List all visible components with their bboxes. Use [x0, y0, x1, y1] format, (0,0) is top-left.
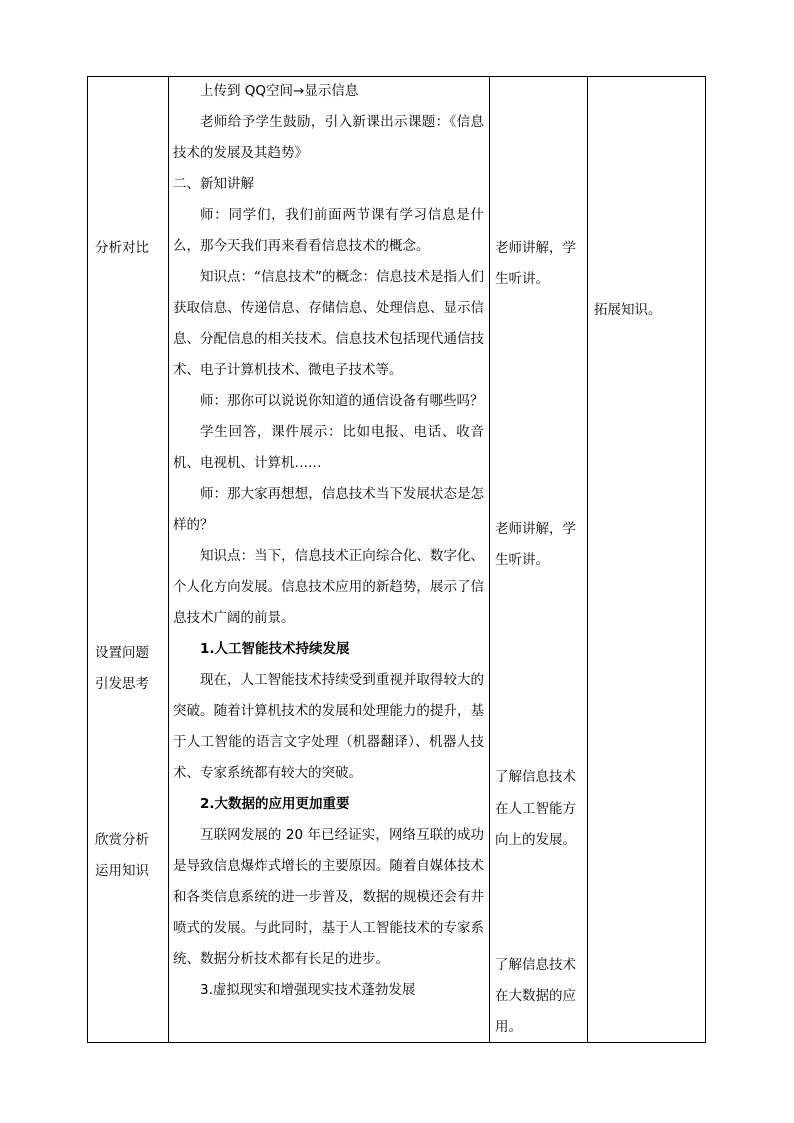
col3-note-4c: 用。	[495, 1019, 522, 1035]
content-paragraph: 师：那你可以说说你知道的通信设备有哪些吗？	[200, 393, 484, 409]
col3-note-3a: 了解信息技术	[495, 769, 576, 785]
col3-note-1b: 生听讲。	[495, 271, 549, 287]
subheading-bigdata: 2.大数据的应用更加重要	[200, 796, 350, 812]
column-divider	[489, 77, 490, 1042]
col1-appreciate-1: 欣赏分析	[95, 832, 149, 848]
col3-note-2a: 老师讲解，学	[495, 521, 576, 537]
col3-note-2b: 生听讲。	[495, 552, 549, 568]
content-paragraph: 互联网发展的 20 年已经证实，网络互联的成功是导致信息爆炸式增长的主要原因。随着自媒体技术和各类信息系统的进一步普及，数据的规模还会有井喷式的发展。与此同时，基于人工智能技术的专家系统、数据分析技术都有长足的进步。	[173, 827, 484, 967]
column-divider	[587, 77, 588, 1042]
content-paragraph: 师：那大家再想想，信息技术当下发展状态是怎样的？	[173, 486, 484, 533]
col1-question-1: 设置问题	[95, 645, 149, 661]
col3-note-3c: 向上的发展。	[495, 832, 576, 848]
knowledge-point: 知识点：“信息技术”的概念：信息技术是指人们获取信息、传递信息、存储信息、处理信息、显示信息、分配信息的相关技术。信息技术包括现代通信技术、电子计算机技术、微电子技术等。	[173, 269, 484, 378]
subheading-vr: 3.虚拟现实和增强现实技术蓬勃发展	[200, 982, 416, 998]
content-line: 上传到 QQ空间→显示信息	[200, 83, 359, 99]
section-heading: 二、新知讲解	[173, 176, 254, 192]
col4-note: 拓展知识。	[594, 302, 662, 318]
col3-note-4a: 了解信息技术	[495, 957, 576, 973]
knowledge-point: 知识点：当下，信息技术正向综合化、数字化、个人化方向发展。信息技术应用的新趋势，展示了信息技术广阔的前景。	[173, 548, 484, 626]
content-paragraph: 学生回答，课件展示：比如电报、电话、收音机、电视机、计算机……	[173, 424, 484, 471]
col1-appreciate-2: 运用知识	[95, 863, 149, 879]
col1-analysis: 分析对比	[95, 240, 149, 256]
col3-note-1a: 老师讲解，学	[495, 240, 576, 256]
col3-note-3b: 在人工智能方	[495, 801, 576, 817]
col1-question-2: 引发思考	[95, 676, 149, 692]
content-paragraph: 现在，人工智能技术持续受到重视并取得较大的突破。随着计算机技术的发展和处理能力的提升，基于人工智能的语言文字处理（机器翻译）、机器人技术、专家系统都有较大的突破。	[173, 672, 484, 781]
content-paragraph: 老师给予学生鼓励，引入新课出示课题：《信息技术的发展及其趋势》	[173, 114, 484, 161]
col3-note-4b: 在大数据的应	[495, 988, 576, 1004]
column-divider	[168, 77, 169, 1042]
content-paragraph: 师：同学们，我们前面两节课有学习信息是什么，那今天我们再来看看信息技术的概念。	[173, 207, 484, 254]
lesson-content	[173, 76, 484, 1006]
subheading-ai: 1.人工智能技术持续发展	[200, 641, 350, 657]
